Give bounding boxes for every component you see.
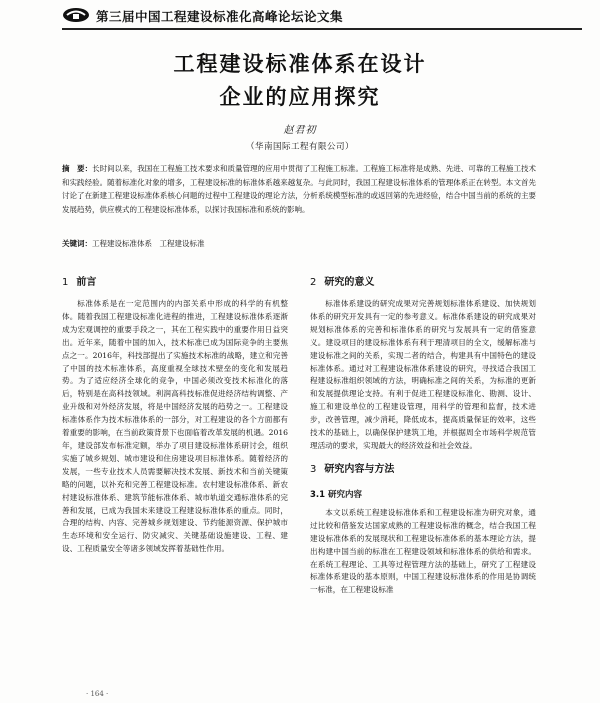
right-column [310,272,536,597]
author-affiliation: （华南国际工程有限公司） [245,142,354,152]
section-2-paragraph: 标准体系建设的研究成果对完善规划标准体系建设、加快规划体系的研究开发具有一定的参考意义。标准体系建设的研究成果对规划标准体系的完善和标准体系的研究与发展具有一定的借鉴意义。建设项目的建设标准体系有利于理清项目的全文，缓解标准与建设标准之间的关系，实现二者的结合，构建具有中国特色的建设标准体系。通过对工程建设标准体系建设的研究，寻找适合我国工程建设标准组织领域的方法，明确标准之间的关系，为标准的更新和发展提供理论支持。有利于促进工程建设标准化、勘测、设计、施工和建设单位的工程建设管理，用科学的管理和监督，技术进步，改善管理，减少消耗，降低成本，提高质量保证的效率，这些技术的基础上，以确保保护建筑工地，并根据周全市场科学规范管理活动的要求，实现最大的经济效益和社会效益。 [310,299,536,450]
section-1-heading [62,272,288,294]
section-1-title: 前言 [76,277,97,288]
section-3-title: 研究内容与方法 [324,463,395,475]
subsection-3-1-paragraph: 本文以系统工程建设标准体系和工程建设标准为研究对象，通过比较和借鉴发达国家成熟的工程建设标准的概念，结合我国工程建设标准体系的发展现状和工程建设标准体系的基本理论方法，提出构建中国当前的标准在工程建设领域和标准体系的供给和需求。在系统工程理论、工具等过程管理方法的基础上，研究了工程建设标准体系建设的基本原则，中国工程建设标准体系的作用是协调统一标准，在工程建设标准 [310,507,536,595]
section-2-title: 研究的意义 [324,277,375,288]
running-header [62,6,582,30]
section-3-number: 3 [310,463,317,475]
section-2-number: 2 [310,277,317,288]
keywords-label: 关键词： [62,239,92,248]
left-column [62,272,288,556]
section-1-number: 1 [62,277,69,288]
keywords [62,238,536,250]
abstract-text: 长时间以来，我国在工程施工技术要求和质量管理的应用中贯彻了工程施工标准。工程施工标准将是成熟、先进、可靠的工程施工技术和实践经验。随着标准化对象的增多，工程建设标准的标准体系越来越复杂。与此同时，我国工程建设标准体系的管理体系正在转型。本文首先讨论了在新建工程建设标准体系核心问题的过程中工程建设的理论方法，分析系统模型标准的或返回第的先进经验，结合中国当前的系统的主要发展趋势，供应模式的工程建设标准体系，以探讨我国标准和系统的影响。 [62,164,537,214]
subsection-3-1-heading: 3.1 研究内容 [310,489,363,500]
paper-title-line1: 工程建设标准体系在设计 [173,52,427,76]
page-number: · 164 · [86,690,109,698]
section-3-heading [310,459,536,481]
keywords-text: 工程建设标准体系 工程建设标准 [92,239,205,248]
paper-title-line2: 企业的应用探究 [219,85,381,109]
author-name: 赵君初 [283,125,317,136]
section-2-heading [310,272,536,294]
section-1-paragraph: 标准体系是在一定范围内的内部关系中形成的科学的有机整体。随着我国工程建设标准化进程的推进，工程建设标准体系逐渐成为宏观调控的重要手段之一，其在工程实践中的重要作用日益突出。近年来，随着中国的加入，技术标准已成为国际竞争的主要焦点之一。2016年，科技部提出了实施技术标准的战略，建立和完善了中国的技术标准体系，高度重视全球技术壁垒的变化和发展趋势。为了适应经济全球化的竞争，中国必须改变技术标准化的落后，特别是在高科技领域。利润高科技标准促进经济结构调整、产业升级和对外经济发展，将是中国经济发展的趋势之一。工程建设标准体系作为技术标准体系的一部分，对工程建设的各个方面都有着重要的影响，在当前政策背景下也面临着改革发展的机遇。2016年，建设部发布标准定额，举办了项目建设标准体系研讨会，组织实施了城乡规划、城市建设和住房建设项目标准体系。随着经济的发展，一些专业技术人员需要解决技术发展、新技术和当前关键策略的问题，以补充和完善工程建设标准。农村建设标准体系、新农村建设标准体系、建筑节能标准体系、城市轨道交通标准体系的完善和发展，已成为我国未来建设工程建设标准体系的重点。同时，合理的结构、内容、完善城乡规划建设、节约能源资源、保护城市生态环境和安全运行、防灾减灾、关键基础设施建设、工程、建设、工程质量安全等诸多领域发挥着基础性作用。 [62,299,288,554]
conference-logo-icon [62,7,90,23]
abstract-label: 摘 要： [62,164,93,173]
proceedings-title: 第三届中国工程建设标准化高峰论坛论文集 [96,9,344,24]
abstract [62,162,536,216]
